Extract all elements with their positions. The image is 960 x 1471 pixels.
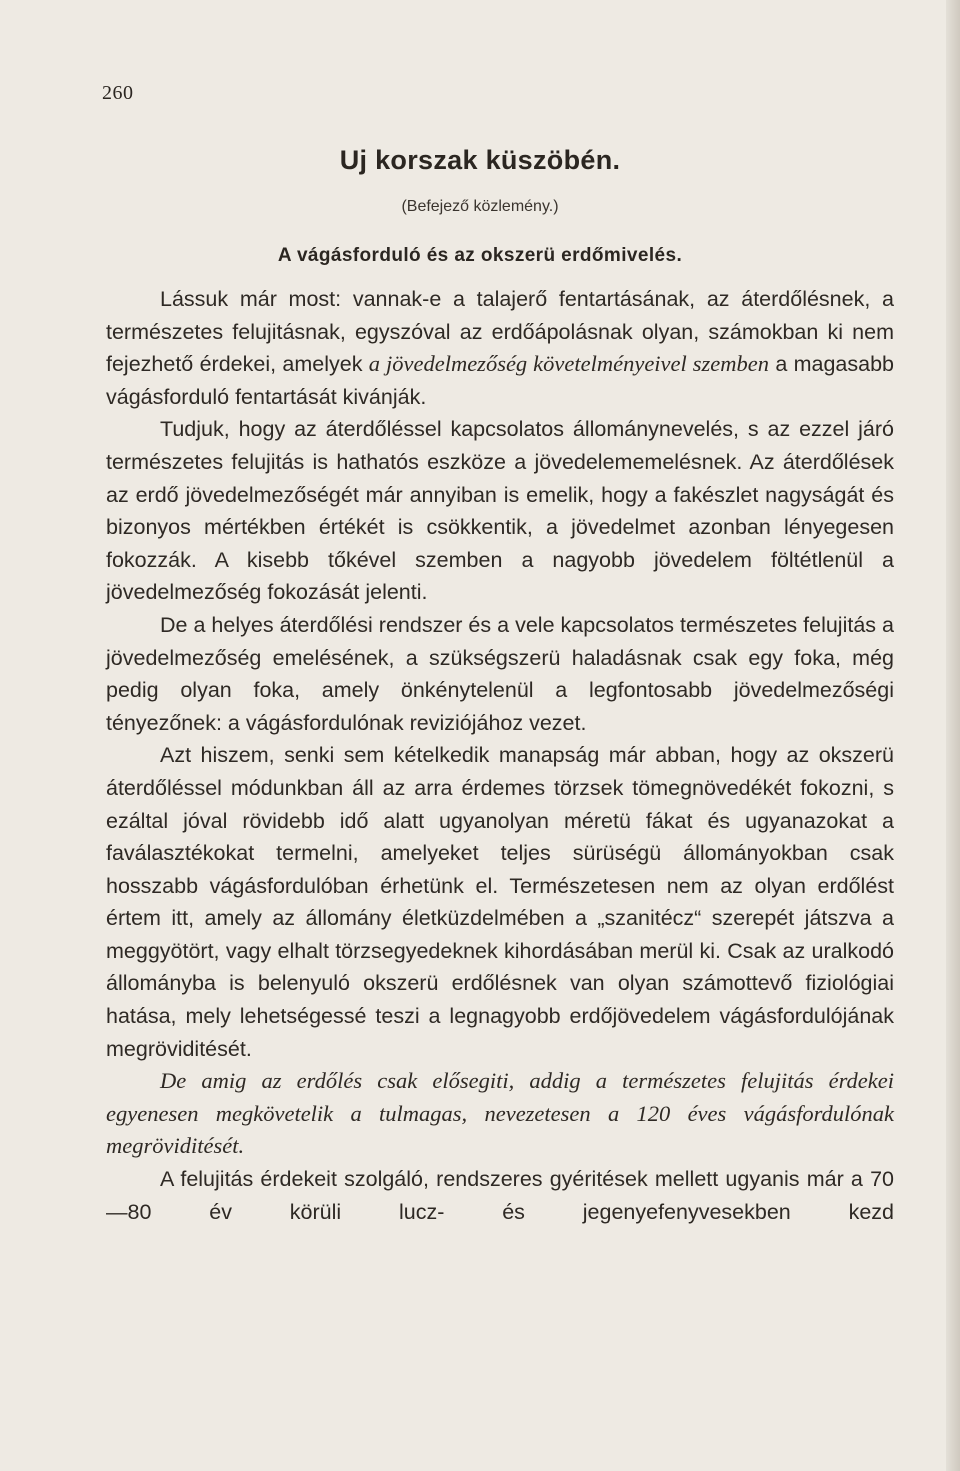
paragraph-4: Azt hiszem, senki sem kételkedik manapság már abban, hogy az okszerü áterdőléssel módunkban áll az arra érdemes törzsek tömegnövedékét fokozni, s ezáltal jóval rövidebb idő alatt ugyanolyan méretü fákat és ugyanazokat a faválasztékokat termelni, amelyeket teljes sürüségü állományokban csak hosszabb vágásfordulóban érhetünk el. Természetesen nem az olyan erdőlést értem itt, amely az állomány életküzdelmében a „szanitécz“ szerepét játszva a meggyötört, vagy elhalt törzsegyedeknek kihordásában merül ki. Csak az uralkodó állományba is belenyuló okszerü erdőlésnek van olyan számottevő fiziológiai hatása, mely lehetségessé teszi a legnagyobb erdőjövedelem vágásfordulójának megröviditését. bbox=[106, 743, 894, 1061]
paragraph-1 bbox=[106, 283, 894, 413]
paragraph-3: De a helyes áterdőlési rendszer és a vele kapcsolatos természetes felujitás a jövedelmezőség emelésének, a szükségszerü haladásnak csak egy foka, még pedig olyan foka, amely önkénytelenül a legfontosabb jövedelmezőségi tényezőnek: a vágásfordulónak reviziójához vezet. bbox=[106, 612, 894, 735]
paragraph-1-emphasis: a jövedelmezőség követelményeivel szemben bbox=[368, 351, 769, 377]
article-body bbox=[106, 283, 894, 1228]
paragraph-6: A felujitás érdekeit szolgáló, rendszeres gyéritések mellett ugyanis már a 70—80 év körüli lucz- és jegenyefenyvesekben kezd bbox=[106, 1167, 894, 1224]
page-edge bbox=[946, 0, 960, 1471]
page-number: 260 bbox=[102, 82, 134, 104]
section-heading: A vágásforduló és az okszerü erdőmivelés. bbox=[277, 245, 683, 266]
paragraph-1-text-a: Lássuk már most: vannak-e a talajerő fentartásának, az áterdőlésnek, a természetes felujitásnak, egyszóval az erdőápolásnak olyan, számokban ki nem fejezhető érdekei, amelyek bbox=[106, 287, 894, 377]
article-subtitle: (Befejező közlemény.) bbox=[401, 198, 559, 215]
paragraph-1-text-b: a magasabb vágásforduló fentartását kivánják. bbox=[106, 352, 894, 409]
article-title: Uj korszak küszöbén. bbox=[339, 145, 621, 175]
paragraph-2: Tudjuk, hogy az áterdőléssel kapcsolatos állománynevelés, s az ezzel járó természetes felujitás is hathatós eszköze a jövedelememelésnek. Az áterdőlések az erdő jövedelmezőségét már annyiban is emelik, hogy a fakészlet nagyságát és bizonyos mértékben értékét is csökkentik, a jövedelmet azonban lényegesen fokozzák. A kisebb tőkével szemben a nagyobb jövedelem föltétlenül a jövedelmezőség fokozását jelenti. bbox=[106, 417, 894, 605]
paragraph-5-italic: De amig az erdőlés csak elősegiti, addig a természetes felujitás érdekei egyenesen megkövetelik a tulmagas, nevezetesen a 120 éves vágásfordulónak megröviditését. bbox=[106, 1068, 894, 1159]
